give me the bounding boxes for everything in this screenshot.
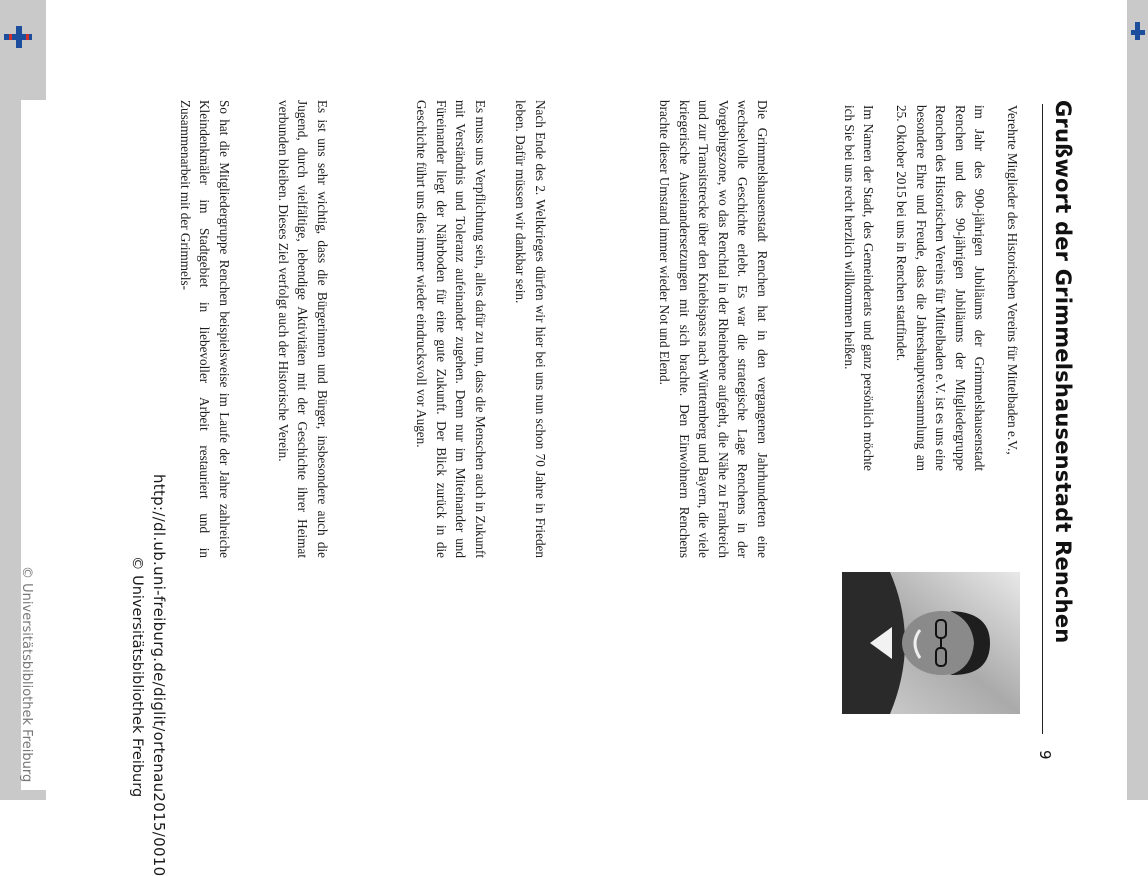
title-rule (1042, 104, 1043, 734)
copyright-notice-cropped: © Universitätsbibliothek Freiburg (19, 566, 34, 783)
paragraph-5: Nach Ende des 2. Weltkrieges dürfen wir hier bei uns nun schon 70 Jahre in Frieden leben. Dafür müssen wir dankbar sein. (513, 100, 548, 558)
paragraph-1: Verehrte Mitglieder des Historischen Vereins für Mittelbaden e.V., (1005, 105, 1020, 455)
paragraph-7: Es ist uns sehr wichtig, dass die Bürgerinnen und Bürger, insbesondere auch die Jugend, durch vielfältige, lebendige Aktivitäten mit der Geschichte ihrer Heimat verbunden bleiben. Dieses Ziel verfolgt auch der Historische Verein. (275, 100, 330, 558)
copyright-notice: © Universitätsbibliothek Freiburg (129, 556, 145, 798)
paragraph-3: Im Namen der Stadt, des Gemeinderats und ganz persönlich möchte ich Sie bei uns recht herzlich willkommen heißen. (841, 105, 877, 471)
portrait-photo (842, 572, 1020, 714)
page-number: 9 (1036, 750, 1054, 760)
paragraph-8: So hat die Mitgliedergruppe Renchen beispielsweise im Laufe der Jahre zahlreiche Kleindenkmäler im Stadtgebiet in liebevoller Arbeit restauriert und in Zusammenarbeit mit der Grimmels- (177, 100, 232, 558)
paragraph-4: Die Grimmelshausenstadt Renchen hat in den vergangenen Jahrhunderten eine wechselvolle Geschichte erlebt. Es war die strategische Lage Renchens in der Vorgebirgszone, wo das Renchtal in der Rheinebene aufgeht, die Nähe zu Frankreich und zur Transitstrecke über den Kniebispass nach Württemberg und Bayern, die viele kriegerische Auseinandersetzungen mit sich brachte. Den Einwohnern Renchens brachte dieser Umstand immer wieder Not und Elend. (657, 100, 770, 558)
page-title: Grußwort der Grimmelshausenstadt Renchen (1051, 100, 1075, 644)
paragraph-2: im Jahr des 900-jährigen Jubiläums der Grimmelshausenstadt Renchen und des 90-jährigen Jubiläums der Mitgliedergruppe Renchen des Historischen Vereins für Mittelbaden e.V. ist es uns eine besondere Ehre und Freude, dass die Jahreshauptversammlung am 25. Oktober 2015 bei uns in Renchen stattfindet. (894, 105, 988, 471)
document-page (21, 100, 1102, 790)
paragraph-salutation (826, 105, 1022, 563)
source-url[interactable]: http://dl.ub.uni-freiburg.de/diglit/ortenau2015/0010 (150, 474, 168, 876)
paragraph-6: Es muss uns Verpflichtung sein, alles dafür zu tun, dass die Menschen auch in Zukunft mit Verständnis und Toleranz aufeinander zugehen. Denn nur im Miteinander und Füreinander liegt der Nährboden für eine gute Zukunft. Der Blick zurück in die Geschichte führt uns dies immer wieder eindrucksvoll vor Augen. (414, 100, 488, 558)
